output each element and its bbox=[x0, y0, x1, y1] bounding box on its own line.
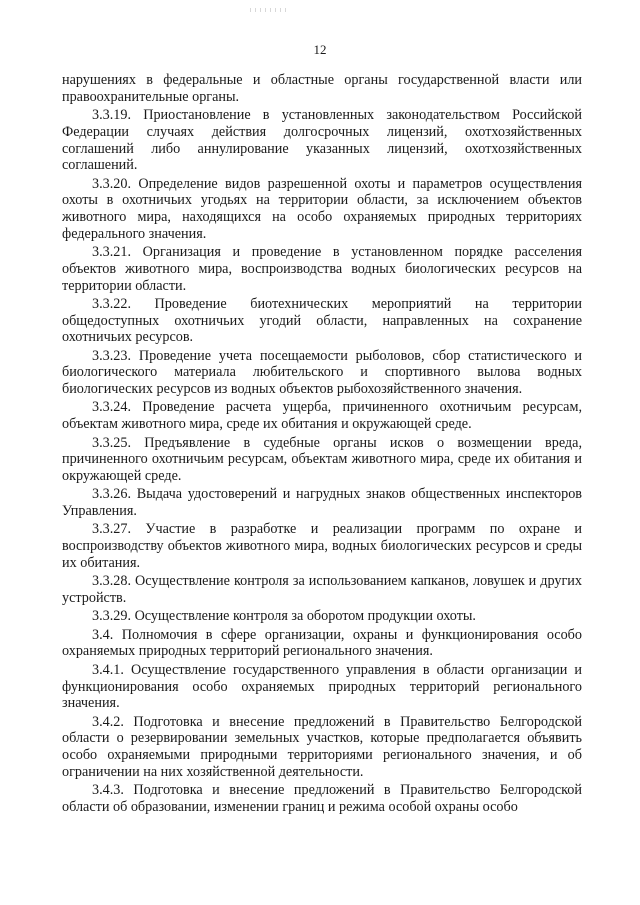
paragraph-3-3-24: 3.3.24. Проведение расчета ущерба, причиненного охотничьим ресурсам, объектам животного мира, среде их обитания и окружающей среде. bbox=[62, 399, 582, 433]
scan-artifact bbox=[250, 8, 290, 12]
paragraph-3-3-29: 3.3.29. Осуществление контроля за оборотом продукции охоты. bbox=[92, 608, 476, 625]
paragraph-3-3-23: 3.3.23. Проведение учета посещаемости рыболовов, сбор статистического и биологического материала любительского и спортивного вылова водных биологических ресурсов из водных объектов рыбохозяйственного значения. bbox=[62, 347, 582, 398]
paragraph-3-3-21: 3.3.21. Организация и проведение в установленном порядке расселения объектов животного мира, воспроизводства водных биологических ресурсов на территории области. bbox=[62, 244, 582, 294]
paragraph-3-4-2: 3.4.2. Подготовка и внесение предложений в Правительство Белгородской области о резервировании земельных участков, которые предполагается объявить особо охраняемыми природными территориями регионального значения, и об ограничении на них хозяйственной деятельности. bbox=[62, 713, 582, 780]
paragraph-3-4: 3.4. Полномочия в сфере организации, охраны и функционирования особо охраняемых природных территорий регионального значения. bbox=[62, 626, 582, 660]
paragraph-3-3-19: 3.3.19. Приостановление в установленных законодательством Российской Федерации случаях действия долгосрочных лицензий, охотхозяйственных соглашений либо аннулирование указанных лицензий, охотхозяйственных соглашений. bbox=[62, 107, 582, 174]
paragraph-3-3-27: 3.3.27. Участие в разработке и реализации программ по охране и воспроизводству объектов животного мира, водных биологических ресурсов и среды их обитания. bbox=[62, 521, 582, 571]
paragraph-3-3-25: 3.3.25. Предъявление в судебные органы исков о возмещении вреда, причиненного охотничьим ресурсам, объектам животного мира, среде их обитания и окружающей среде. bbox=[62, 434, 582, 484]
paragraph-3-3-20: 3.3.20. Определение видов разрешенной охоты и параметров осуществления охоты в охотничьих угодьях на территории области, за исключением объектов животного мира, находящихся на особо охраняемых природных территориях федерального значения. bbox=[62, 175, 582, 242]
document-body bbox=[62, 72, 582, 817]
paragraph-3-4-3: 3.4.3. Подготовка и внесение предложений в Правительство Белгородской области об образовании, изменении границ и режима особой охраны особо bbox=[62, 782, 582, 815]
page-number: 12 bbox=[313, 42, 327, 57]
paragraph-3-4-1: 3.4.1. Осуществление государственного управления в области организации и функционирования особо охраняемых природных территорий регионального значения. bbox=[62, 661, 582, 712]
paragraph-3-3-26: 3.3.26. Выдача удостоверений и нагрудных знаков общественных инспекторов Управления. bbox=[62, 486, 582, 520]
paragraph-continuation: нарушениях в федеральные и областные органы государственной власти или правоохранительные органы. bbox=[62, 72, 582, 105]
paragraph-3-3-28: 3.3.28. Осуществление контроля за использованием капканов, ловушек и других устройств. bbox=[62, 573, 582, 606]
paragraph-3-3-22: 3.3.22. Проведение биотехнических мероприятий на территории общедоступных охотничьих угодий области, направленных на сохранение охотничьих ресурсов. bbox=[62, 295, 582, 346]
